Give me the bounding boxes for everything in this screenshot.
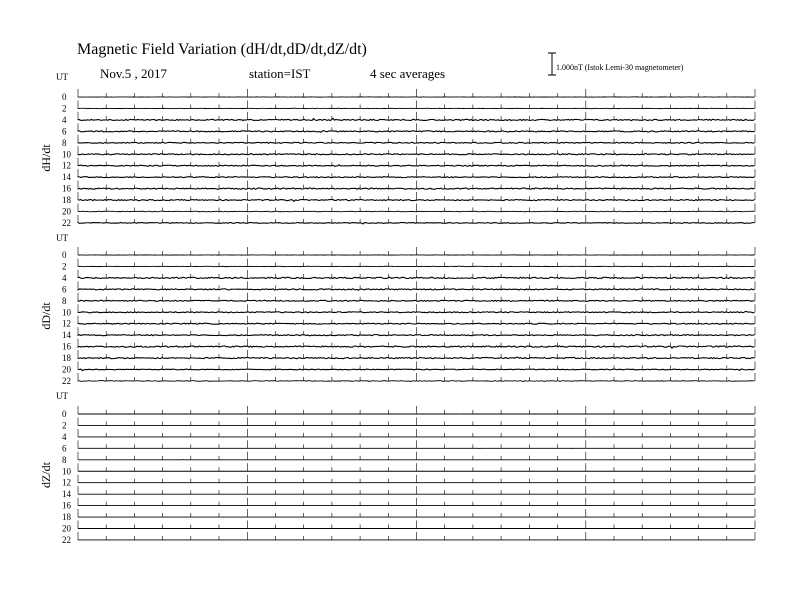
row-hour-label: 20: [62, 364, 71, 375]
trace-row: [62, 440, 755, 453]
time-ticks: [78, 169, 755, 177]
time-ticks: [78, 304, 755, 312]
trace-row: [62, 498, 755, 511]
trace-row: [62, 100, 755, 113]
row-hour-label: 10: [62, 307, 71, 318]
row-hour-label: 2: [62, 261, 67, 272]
time-ticks: [78, 158, 755, 166]
time-ticks: [78, 475, 755, 483]
time-ticks: [78, 440, 755, 448]
row-hour-label: 6: [62, 443, 67, 454]
trace-row: [62, 89, 755, 102]
trace-row: [62, 112, 755, 125]
row-hour-label: 10: [62, 149, 71, 160]
trace-row: [62, 475, 755, 488]
time-ticks: [78, 215, 755, 223]
row-hour-label: 14: [62, 172, 71, 183]
station-label: station=IST: [249, 66, 311, 81]
trace-line: [78, 188, 755, 189]
time-ticks: [78, 112, 755, 120]
time-ticks: [78, 521, 755, 529]
trace-row: [62, 135, 755, 148]
trace-line: [78, 177, 755, 178]
panels: [39, 72, 755, 545]
scale-bar: [548, 53, 556, 75]
row-hour-label: 12: [62, 477, 71, 488]
trace-line: [78, 223, 755, 224]
time-ticks: [78, 281, 755, 289]
trace-row: [62, 406, 755, 419]
trace-row: [62, 304, 755, 317]
ut-axis-label: UT: [56, 72, 68, 82]
trace-line: [78, 381, 755, 382]
date-label: Nov.5 , 2017: [100, 66, 168, 81]
time-ticks: [78, 532, 755, 540]
trace-row: [62, 169, 755, 182]
trace-row: [62, 486, 755, 499]
time-ticks: [78, 123, 755, 131]
trace-line: [78, 369, 755, 371]
row-hour-label: 12: [62, 318, 71, 329]
trace-row: [62, 123, 755, 136]
row-hour-label: 18: [62, 195, 71, 206]
trace-row: [62, 417, 755, 430]
trace-row: [62, 452, 755, 465]
time-ticks: [78, 135, 755, 143]
trace-line: [78, 277, 755, 279]
time-ticks: [78, 270, 755, 278]
trace-row: [62, 258, 755, 271]
trace-row: [62, 270, 755, 283]
trace-row: [62, 316, 755, 329]
trace-row: [62, 350, 755, 363]
time-ticks: [78, 293, 755, 301]
trace-row: [62, 463, 755, 476]
time-ticks: [78, 463, 755, 471]
row-hour-label: 6: [62, 126, 67, 137]
time-ticks: [78, 258, 755, 266]
row-hour-label: 14: [62, 489, 71, 500]
time-ticks: [78, 498, 755, 506]
time-ticks: [78, 452, 755, 460]
trace-line: [78, 289, 755, 290]
trace-row: [62, 521, 755, 534]
row-hour-label: 12: [62, 160, 71, 171]
row-hour-label: 14: [62, 330, 71, 341]
panel-dddt: [39, 233, 755, 386]
trace-row: [62, 509, 755, 522]
row-hour-label: 4: [62, 431, 67, 442]
row-hour-label: 6: [62, 284, 67, 295]
row-hour-label: 4: [62, 114, 67, 125]
row-hour-label: 16: [62, 341, 71, 352]
trace-row: [62, 339, 755, 352]
time-ticks: [78, 247, 755, 255]
time-ticks: [78, 350, 755, 358]
time-ticks: [78, 509, 755, 517]
trace-row: [62, 247, 755, 260]
trace-row: [62, 158, 755, 171]
row-hour-label: 16: [62, 500, 71, 511]
row-hour-label: 20: [62, 523, 71, 534]
chart-title: Magnetic Field Variation (dH/dt,dD/dt,dZ/dt): [77, 41, 367, 58]
trace-row: [62, 373, 755, 386]
trace-line: [78, 153, 755, 154]
ut-axis-label: UT: [56, 391, 68, 401]
row-hour-label: 8: [62, 454, 67, 465]
time-ticks: [78, 146, 755, 154]
panel-dzdt: [39, 391, 755, 545]
row-hour-label: 20: [62, 206, 71, 217]
time-ticks: [78, 417, 755, 425]
trace-line: [78, 266, 755, 267]
trace-line: [78, 199, 755, 201]
time-ticks: [78, 181, 755, 189]
trace-line: [78, 300, 755, 301]
row-hour-label: 2: [62, 103, 67, 114]
time-ticks: [78, 204, 755, 212]
time-ticks: [78, 192, 755, 200]
row-hour-label: 2: [62, 420, 67, 431]
row-hour-label: 16: [62, 183, 71, 194]
trace-row: [62, 429, 755, 442]
row-hour-label: 22: [62, 375, 71, 386]
time-ticks: [78, 486, 755, 494]
time-ticks: [78, 327, 755, 335]
averaging-label: 4 sec averages: [370, 66, 446, 81]
row-hour-label: 0: [62, 92, 67, 102]
panel-dhdt: [39, 72, 755, 228]
time-ticks: [78, 339, 755, 347]
row-hour-label: 8: [62, 295, 67, 306]
scale-label: 1.000nT (Istok Lemi-30 magnetometer): [556, 63, 684, 72]
trace-row: [62, 362, 755, 375]
time-ticks: [78, 89, 755, 97]
trace-row: [62, 181, 755, 194]
row-hour-label: 22: [62, 217, 71, 228]
time-ticks: [78, 362, 755, 370]
trace-row: [62, 532, 755, 545]
panel-ylabel: dZ/dt: [39, 462, 53, 488]
trace-line: [78, 142, 755, 143]
row-hour-label: 22: [62, 534, 71, 545]
trace-row: [62, 215, 755, 228]
trace-line: [78, 335, 755, 336]
row-hour-label: 18: [62, 353, 71, 364]
time-ticks: [78, 429, 755, 437]
panel-ylabel: dH/dt: [39, 144, 53, 172]
row-hour-label: 18: [62, 512, 71, 523]
trace-row: [62, 281, 755, 294]
row-hour-label: 0: [62, 250, 67, 260]
time-ticks: [78, 316, 755, 324]
row-hour-label: 0: [62, 409, 67, 419]
row-hour-label: 8: [62, 137, 67, 148]
trace-row: [62, 204, 755, 217]
row-hour-label: 10: [62, 466, 71, 477]
trace-row: [62, 327, 755, 340]
ut-axis-label: UT: [56, 233, 68, 243]
time-ticks: [78, 406, 755, 414]
time-ticks: [78, 100, 755, 108]
time-ticks: [78, 373, 755, 381]
panel-ylabel: dD/dt: [39, 302, 53, 330]
row-hour-label: 4: [62, 272, 67, 283]
trace-line: [78, 131, 755, 132]
trace-row: [62, 146, 755, 159]
trace-row: [62, 192, 755, 205]
trace-row: [62, 293, 755, 306]
